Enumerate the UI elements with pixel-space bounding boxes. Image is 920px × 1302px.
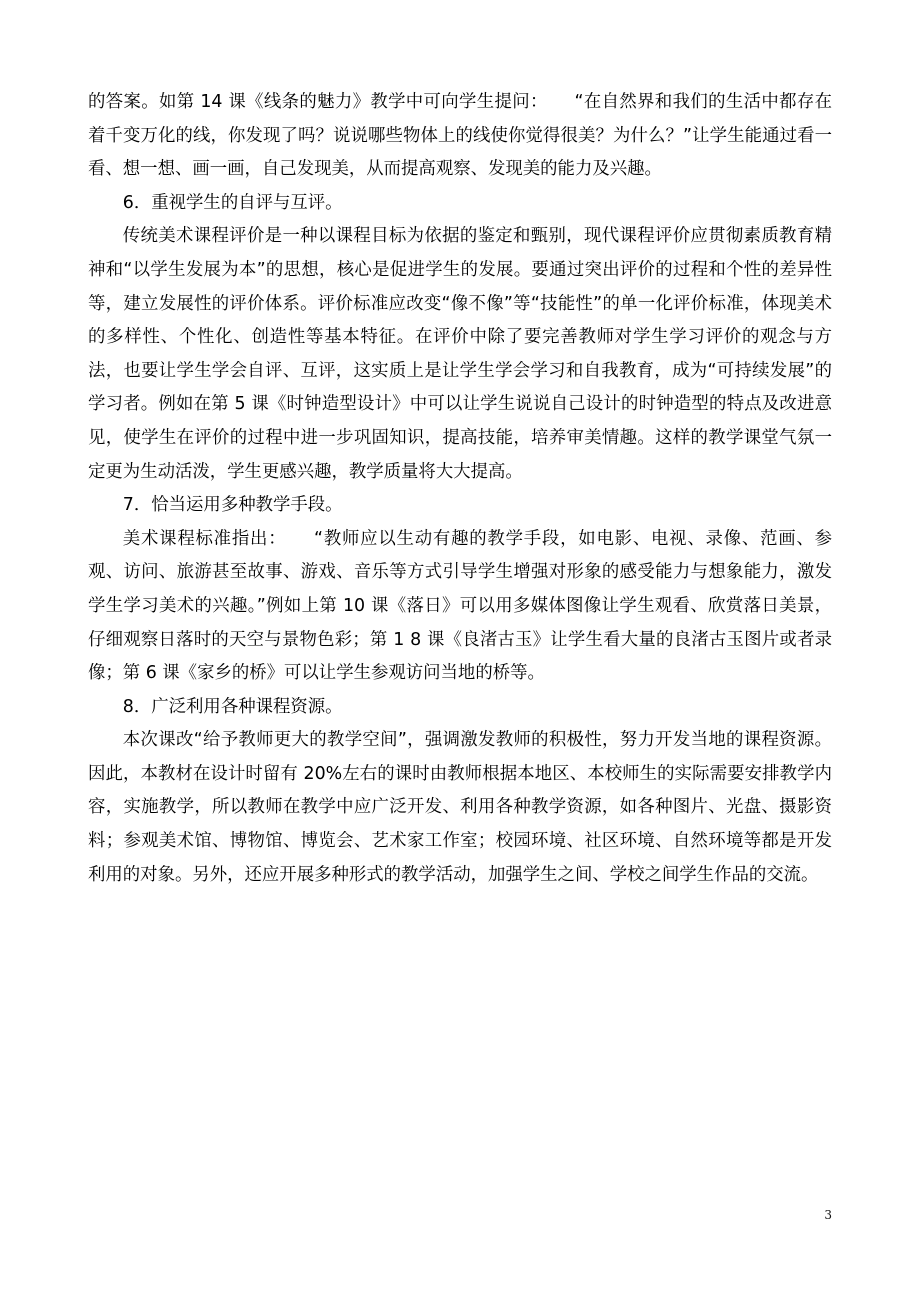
heading-course-resources: 8．广泛利用各种课程资源。 xyxy=(122,696,343,717)
heading-teaching-methods: 7．恰当运用多种教学手段。 xyxy=(122,495,343,516)
paragraph-course-resources: 本次课改“给予教师更大的教学空间”，强调激发教师的积极性，努力开发当地的课程资源。因此，本教材在设计时留有 20%左右的课时由教师根据本地区、本校师生的实际需要安排教学内容，实施教学，所以教师在教学中应广泛开发、利用各种教学资源，如各种图片、光盘、摄影资料；参观美术馆、博物馆、博览会、艺术家工作室；校园环境、社区环境、自然环境等都是开发利用的对象。另外，还应开展多种形式的教学活动，加强学生之间、学校之间学生作品的交流。 xyxy=(88,730,832,885)
paragraph-answer-continuation: 的答案。如第 14 课《线条的魅力》教学中可向学生提问： “在自然界和我们的生活中都存在着千变万化的线，你发现了吗？说说哪些物体上的线使你觉得很美？为什么？”让学生能通过看一看、想一想、画一画，自己发现美，从而提高观察、发现美的能力及兴趣。 xyxy=(88,92,832,180)
page-number: 3 xyxy=(824,1208,832,1222)
paragraph-evaluation-system: 传统美术课程评价是一种以课程目标为依据的鉴定和甄别，现代课程评价应贯彻素质教育精神和“以学生发展为本”的思想，核心是促进学生的发展。要通过突出评价的过程和个性的差异性等，建立发展性的评价体系。评价标准应改变“像不像”等“技能性”的单一化评价标准，体现美术的多样性、个性化、创造性等基本特征。在评价中除了要完善教师对学生学习评价的观念与方法，也要让学生学会自评、互评，这实质上是让学生学会学习和自我教育，成为“可持续发展”的学习者。例如在第 5 课《时钟造型设计》中可以让学生说说自己设计的时钟造型的特点及改进意见，使学生在评价的过程中进一步巩固知识，提高技能，培养审美情趣。这样的教学课堂气氛一定更为生动活泼，学生更感兴趣，教学质量将大大提高。 xyxy=(88,226,832,482)
heading-self-evaluation: 6．重视学生的自评与互评。 xyxy=(122,192,343,213)
document-body xyxy=(88,86,832,892)
paragraph-teaching-methods: 美术课程标准指出： “教师应以生动有趣的教学手段，如电影、电视、录像、范画、参观、访问、旅游甚至故事、游戏、音乐等方式引导学生增强对形象的感受能力与想象能力，激发学生学习美术的兴趣。”例如上第 10 课《落日》可以用多媒体图像让学生观看、欣赏落日美景，仔细观察日落时的天空与景物色彩；第 1 8 课《良渚古玉》让学生看大量的良渚古玉图片或者录像；第 6 课《家乡的桥》可以让学生参观访问当地的桥等。 xyxy=(88,528,832,684)
